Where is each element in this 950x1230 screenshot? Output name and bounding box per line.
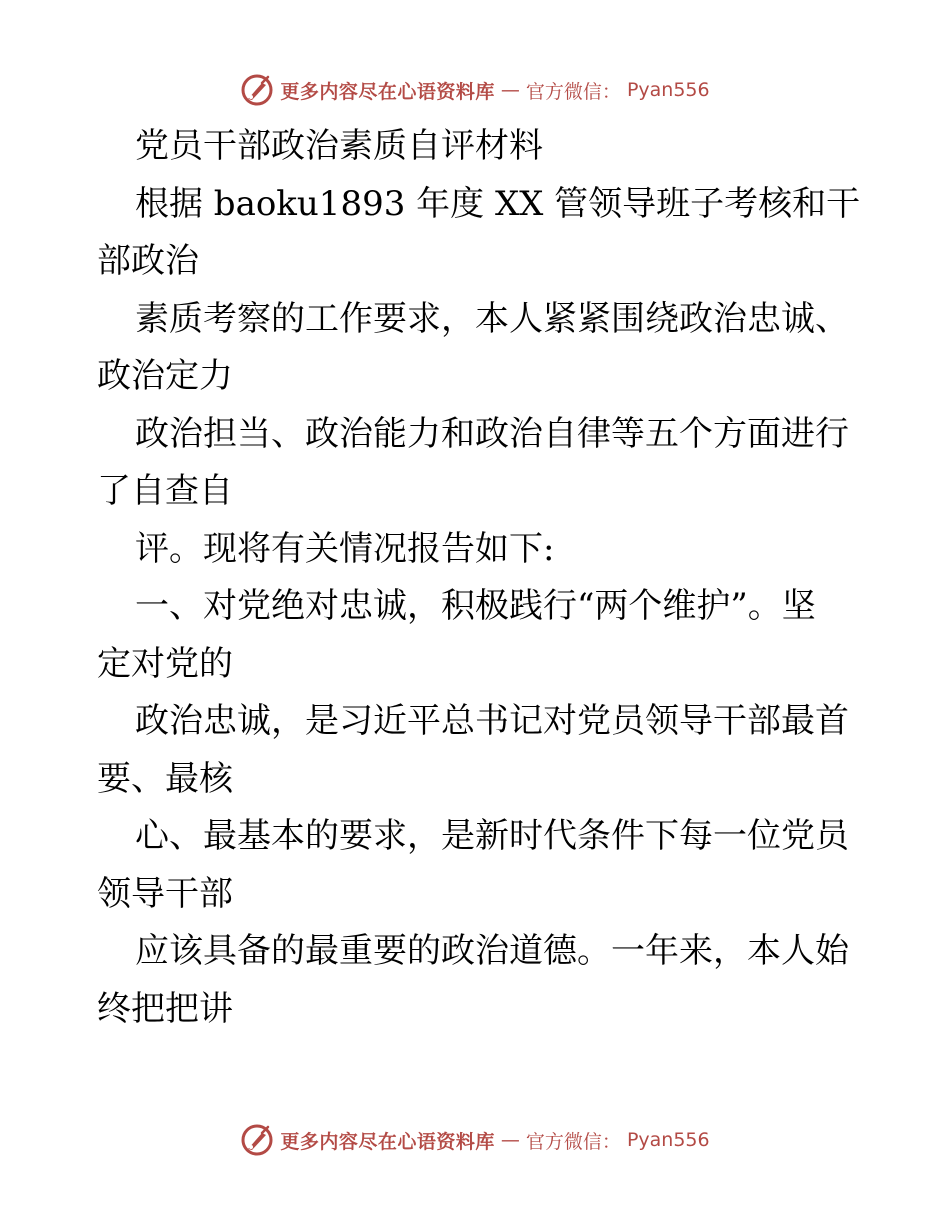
text-line: 要、最核 (97, 758, 233, 799)
document-body (97, 118, 861, 1038)
text-line: 领导干部 (97, 873, 233, 914)
text-line: 政治担当、政治能力和政治自律等五个方面进行 (135, 413, 849, 454)
watermark-contact-id: Pyan556 (626, 1129, 710, 1151)
watermark-contact-label: 官方微信： (525, 1130, 621, 1153)
watermark-dash: — (500, 79, 520, 101)
text-line: 政治忠诚，是习近平总书记对党员领导干部最首 (135, 701, 849, 741)
text-line: 素质考察的工作要求，本人紧紧围绕政治忠诚、 (135, 298, 849, 339)
text-line: 应该具备的最重要的政治道德。一年来，本人始 (135, 931, 849, 971)
text-line: 部政治 (97, 241, 199, 281)
watermark-text: 更多内容尽在心语资料库 (280, 80, 495, 103)
watermark-contact-label: 官方微信： (525, 80, 621, 103)
text-line: 评。现将有关情况报告如下: (135, 528, 555, 569)
text-line: 一、对党绝对忠诚，积极践行“两个维护”。坚 (135, 586, 816, 626)
text-line: 心、最基本的要求，是新时代条件下每一位党员 (135, 816, 849, 856)
quill-logo-icon (240, 73, 274, 107)
text-line: 终把把讲 (97, 988, 233, 1029)
watermark-text: 更多内容尽在心语资料库 (280, 1130, 495, 1153)
document-title: 党员干部政治素质自评材料 (135, 126, 543, 166)
quill-logo-icon (240, 1123, 274, 1157)
text-line: 了自查自 (97, 471, 233, 511)
text-line: 政治定力 (97, 356, 233, 396)
header-watermark (0, 70, 950, 110)
text-line: 根据 baoku1893 年度 XX 管领导班子考核和干 (135, 183, 861, 224)
watermark-dash: — (500, 1129, 520, 1151)
footer-watermark (0, 1120, 950, 1160)
text-line: 定对党的 (97, 643, 233, 684)
watermark-contact-id: Pyan556 (626, 79, 710, 101)
